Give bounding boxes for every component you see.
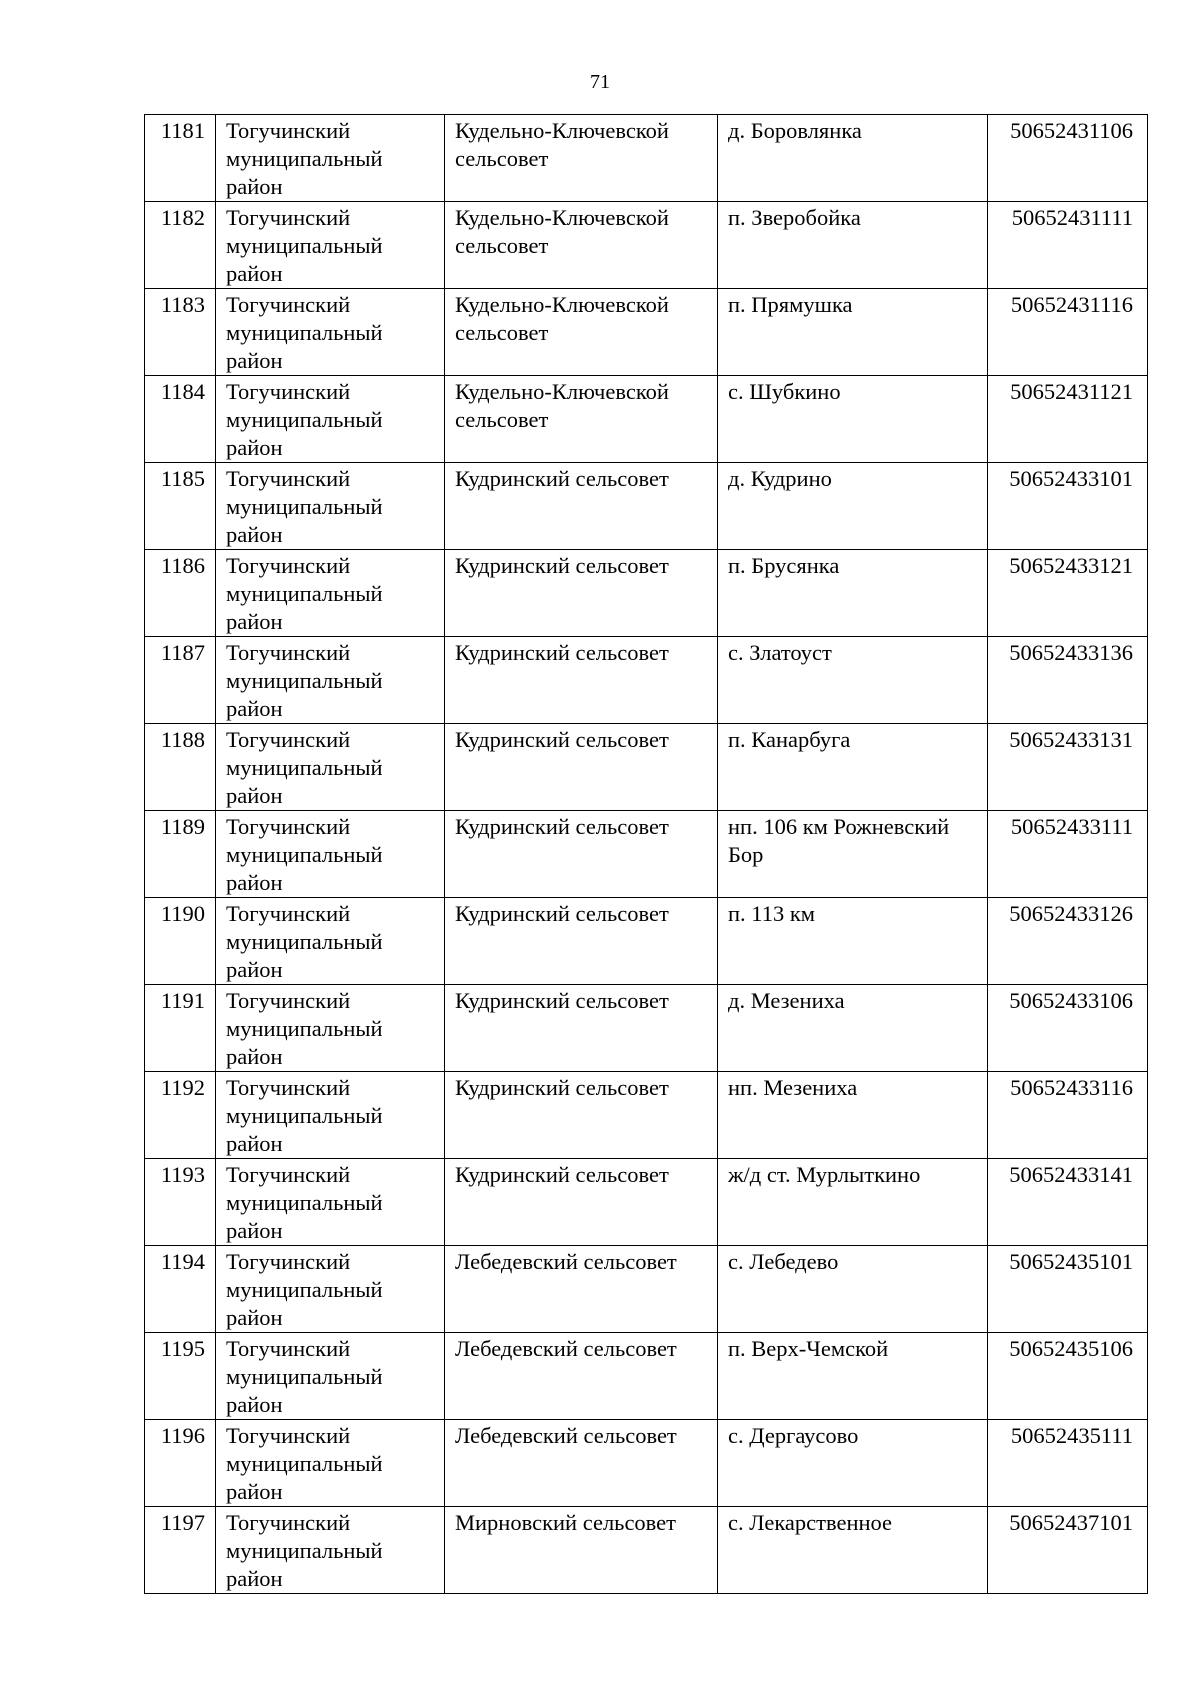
settlement-cell: п. Канарбуга [718, 724, 988, 811]
table-row [145, 724, 1148, 811]
district-cell: Тогучинский муниципальный район [216, 1159, 445, 1246]
row-number-cell: 1192 [145, 1072, 216, 1159]
council-cell: Кудельно-Ключевской сельсовет [445, 376, 718, 463]
district-cell: Тогучинский муниципальный район [216, 376, 445, 463]
council-cell: Кудельно-Ключевской сельсовет [445, 289, 718, 376]
council-cell: Кудринский сельсовет [445, 811, 718, 898]
district-cell: Тогучинский муниципальный район [216, 985, 445, 1072]
settlement-cell: ж/д ст. Мурлыткино [718, 1159, 988, 1246]
oktmo-code-cell: 50652433116 [988, 1072, 1148, 1159]
oktmo-code-cell: 50652431116 [988, 289, 1148, 376]
settlements-table [144, 114, 1148, 1594]
settlement-cell: п. Прямушка [718, 289, 988, 376]
district-cell: Тогучинский муниципальный район [216, 1507, 445, 1594]
district-cell: Тогучинский муниципальный район [216, 637, 445, 724]
oktmo-code-cell: 50652431121 [988, 376, 1148, 463]
oktmo-code-cell: 50652433136 [988, 637, 1148, 724]
district-cell: Тогучинский муниципальный район [216, 724, 445, 811]
table-row [145, 115, 1148, 202]
row-number-cell: 1185 [145, 463, 216, 550]
settlement-cell: п. Зверобойка [718, 202, 988, 289]
settlement-cell: д. Боровлянка [718, 115, 988, 202]
settlement-cell: с. Шубкино [718, 376, 988, 463]
table-row [145, 1420, 1148, 1507]
row-number-cell: 1182 [145, 202, 216, 289]
table-row [145, 463, 1148, 550]
row-number-cell: 1191 [145, 985, 216, 1072]
settlement-cell: с. Лебедево [718, 1246, 988, 1333]
district-cell: Тогучинский муниципальный район [216, 898, 445, 985]
council-cell: Лебедевский сельсовет [445, 1246, 718, 1333]
oktmo-code-cell: 50652433131 [988, 724, 1148, 811]
oktmo-code-cell: 50652433121 [988, 550, 1148, 637]
council-cell: Кудринский сельсовет [445, 898, 718, 985]
row-number-cell: 1181 [145, 115, 216, 202]
council-cell: Мирновский сельсовет [445, 1507, 718, 1594]
district-cell: Тогучинский муниципальный район [216, 1246, 445, 1333]
settlement-cell: п. 113 км [718, 898, 988, 985]
row-number-cell: 1196 [145, 1420, 216, 1507]
table-row [145, 1072, 1148, 1159]
row-number-cell: 1188 [145, 724, 216, 811]
oktmo-code-cell: 50652433141 [988, 1159, 1148, 1246]
row-number-cell: 1189 [145, 811, 216, 898]
table-row [145, 637, 1148, 724]
council-cell: Кудринский сельсовет [445, 1159, 718, 1246]
table-row [145, 1333, 1148, 1420]
table-row [145, 1159, 1148, 1246]
oktmo-code-cell: 50652437101 [988, 1507, 1148, 1594]
settlement-cell: нп. 106 км Рожневский Бор [718, 811, 988, 898]
district-cell: Тогучинский муниципальный район [216, 289, 445, 376]
settlement-cell: с. Златоуст [718, 637, 988, 724]
settlement-cell: д. Кудрино [718, 463, 988, 550]
district-cell: Тогучинский муниципальный район [216, 1072, 445, 1159]
council-cell: Кудринский сельсовет [445, 985, 718, 1072]
settlement-cell: с. Дергаусово [718, 1420, 988, 1507]
row-number-cell: 1190 [145, 898, 216, 985]
table-row [145, 1246, 1148, 1333]
row-number-cell: 1194 [145, 1246, 216, 1333]
settlement-cell: д. Мезениха [718, 985, 988, 1072]
district-cell: Тогучинский муниципальный район [216, 550, 445, 637]
settlement-cell: п. Брусянка [718, 550, 988, 637]
oktmo-code-cell: 50652433111 [988, 811, 1148, 898]
settlement-cell: нп. Мезениха [718, 1072, 988, 1159]
council-cell: Кудринский сельсовет [445, 1072, 718, 1159]
row-number-cell: 1187 [145, 637, 216, 724]
table-row [145, 811, 1148, 898]
table-body [145, 115, 1148, 1594]
council-cell: Кудринский сельсовет [445, 637, 718, 724]
district-cell: Тогучинский муниципальный район [216, 202, 445, 289]
council-cell: Кудельно-Ключевской сельсовет [445, 115, 718, 202]
council-cell: Лебедевский сельсовет [445, 1420, 718, 1507]
table-row [145, 1507, 1148, 1594]
oktmo-code-cell: 50652431111 [988, 202, 1148, 289]
district-cell: Тогучинский муниципальный район [216, 1420, 445, 1507]
district-cell: Тогучинский муниципальный район [216, 463, 445, 550]
settlement-cell: с. Лекарственное [718, 1507, 988, 1594]
oktmo-code-cell: 50652431106 [988, 115, 1148, 202]
council-cell: Кудринский сельсовет [445, 463, 718, 550]
district-cell: Тогучинский муниципальный район [216, 1333, 445, 1420]
table-row [145, 289, 1148, 376]
district-cell: Тогучинский муниципальный район [216, 115, 445, 202]
row-number-cell: 1183 [145, 289, 216, 376]
table-row [145, 898, 1148, 985]
council-cell: Кудринский сельсовет [445, 724, 718, 811]
district-cell: Тогучинский муниципальный район [216, 811, 445, 898]
row-number-cell: 1197 [145, 1507, 216, 1594]
row-number-cell: 1195 [145, 1333, 216, 1420]
table-row [145, 985, 1148, 1072]
table-row [145, 202, 1148, 289]
council-cell: Кудельно-Ключевской сельсовет [445, 202, 718, 289]
oktmo-code-cell: 50652433106 [988, 985, 1148, 1072]
row-number-cell: 1193 [145, 1159, 216, 1246]
row-number-cell: 1184 [145, 376, 216, 463]
council-cell: Лебедевский сельсовет [445, 1333, 718, 1420]
settlement-cell: п. Верх-Чемской [718, 1333, 988, 1420]
table-row [145, 376, 1148, 463]
table-row [145, 550, 1148, 637]
oktmo-code-cell: 50652435111 [988, 1420, 1148, 1507]
oktmo-code-cell: 50652435106 [988, 1333, 1148, 1420]
row-number-cell: 1186 [145, 550, 216, 637]
oktmo-code-cell: 50652433126 [988, 898, 1148, 985]
oktmo-code-cell: 50652435101 [988, 1246, 1148, 1333]
oktmo-code-cell: 50652433101 [988, 463, 1148, 550]
page-number: 71 [590, 71, 610, 93]
council-cell: Кудринский сельсовет [445, 550, 718, 637]
